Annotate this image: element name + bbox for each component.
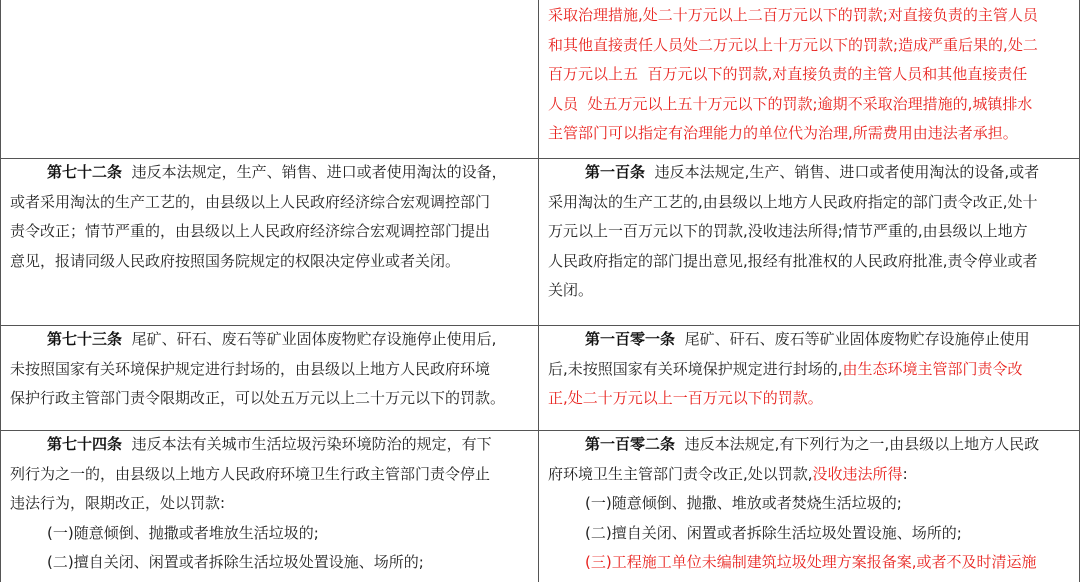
text-line: 责令改正；情节严重的，由县级以上人民政府经济综合宏观调控部门提出 xyxy=(10,222,491,241)
list-item: (二)擅自关闭、闲置或者拆除生活垃圾处置设施、场所的; xyxy=(47,553,424,572)
cell-text xyxy=(10,325,530,414)
article-number: 第一百零一条 xyxy=(585,330,676,348)
text-line: 主管部门可以指定有治理能力的单位代为治理,所需费用由违法者承担。 xyxy=(548,124,1018,143)
text-line: 和其他直接责任人员处二万元以上十万元以下的罚款;造成严重后果的,处二 xyxy=(548,35,1038,54)
text-line: 人民政府指定的部门提出意见,报经有批准权的人民政府批准,责令停业或者 xyxy=(548,251,1038,270)
text-line: 后,未按照国家有关环境保护规定进行封场的, xyxy=(548,359,843,378)
text-line: 违反本法规定,生产、销售、进口或者使用淘汰的设备,或者 xyxy=(654,163,1040,181)
text-line: 意见，报请同级人民政府按照国务院规定的权限决定停业或者关闭。 xyxy=(10,251,461,270)
text-line: 尾矿、矸石、废石等矿业固体废物贮存设施停止使用 xyxy=(684,330,1030,348)
text-line: : xyxy=(902,464,908,483)
article-number: 第七十三条 xyxy=(47,330,123,348)
text-line: 违反本法规定，生产、销售、进口或者使用淘汰的设备， xyxy=(131,163,507,181)
table-cell-new-law xyxy=(538,430,1080,582)
cell-text xyxy=(548,158,1071,306)
table-cell-new-law xyxy=(538,158,1080,326)
amended-text: 由生态环境主管部门责令改 xyxy=(842,359,1023,378)
text-line: 关闭。 xyxy=(548,281,594,300)
text-line: 违反本法有关城市生活垃圾污染环境防治的规定，有下 xyxy=(131,435,492,453)
amended-text: 没收违法所得 xyxy=(812,464,903,483)
table-cell-old-law xyxy=(0,158,539,326)
article-number: 第一百条 xyxy=(585,163,646,181)
text-line: 尾矿、矸石、废石等矿业固体废物贮存设施停止使用后, xyxy=(131,330,497,348)
table-row xyxy=(0,430,1080,582)
amended-list-item: (三)工程施工单位未编制建筑垃圾处理方案报备案,或者不及时清运施 xyxy=(585,553,1037,572)
cell-text xyxy=(548,1,1071,149)
cell-text xyxy=(548,430,1071,578)
article-number: 第一百零二条 xyxy=(585,435,676,453)
text-line: 百万元以上五 百万元以下的罚款,对直接负责的主管人员和其他直接责任 xyxy=(548,65,1028,84)
text-line: 违法行为，限期改正，处以罚款: xyxy=(10,494,226,513)
amended-text: 正,处二十万元以上一百万元以下的罚款。 xyxy=(548,389,823,408)
text-line: 保护行政主管部门责令限期改正，可以处五万元以上二十万元以下的罚款。 xyxy=(10,389,506,408)
text-line: 违反本法规定,有下列行为之一,由县级以上地方人民政 xyxy=(684,435,1040,453)
list-item: (一)随意倾倒、抛撒、堆放或者焚烧生活垃圾的; xyxy=(585,494,902,513)
text-line: 或者采用淘汰的生产工艺的，由县级以上人民政府经济综合宏观调控部门 xyxy=(10,192,491,211)
table-cell-old-law xyxy=(0,0,539,159)
text-line: 列行为之一的，由县级以上地方人民政府环境卫生行政主管部门责令停止 xyxy=(10,464,491,483)
article-number: 第七十四条 xyxy=(47,435,123,453)
text-line: 府环境卫生主管部门责令改正,处以罚款, xyxy=(548,464,813,483)
table-cell-new-law xyxy=(538,0,1080,159)
article-number: 第七十二条 xyxy=(47,163,123,181)
cell-text xyxy=(10,158,530,276)
text-line: 万元以上一百万元以下的罚款,没收违法所得;情节严重的,由县级以上地方 xyxy=(548,222,1028,241)
list-item: (一)随意倾倒、抛撒或者堆放生活垃圾的; xyxy=(47,523,319,542)
table-cell-old-law xyxy=(0,325,539,431)
text-line: 人员 处五万元以上五十万元以下的罚款;逾期不采取治理措施的,城镇排水 xyxy=(548,94,1033,113)
table-row xyxy=(0,0,1080,159)
table-cell-new-law xyxy=(538,325,1080,431)
text-line: 采取治理措施,处二十万元以上二百万元以下的罚款;对直接负责的主管人员 xyxy=(548,6,1038,24)
cell-text xyxy=(10,430,530,578)
table-cell-old-law xyxy=(0,430,539,582)
table-row xyxy=(0,158,1080,326)
text-line: 未按照国家有关环境保护规定进行封场的，由县级以上地方人民政府环境 xyxy=(10,359,491,378)
list-item: (二)擅自关闭、闲置或者拆除生活垃圾处置设施、场所的; xyxy=(585,523,962,542)
table-row xyxy=(0,325,1080,431)
text-line: 采用淘汰的生产工艺的,由县级以上地方人民政府指定的部门责令改正,处十 xyxy=(548,192,1038,211)
cell-text xyxy=(548,325,1071,414)
